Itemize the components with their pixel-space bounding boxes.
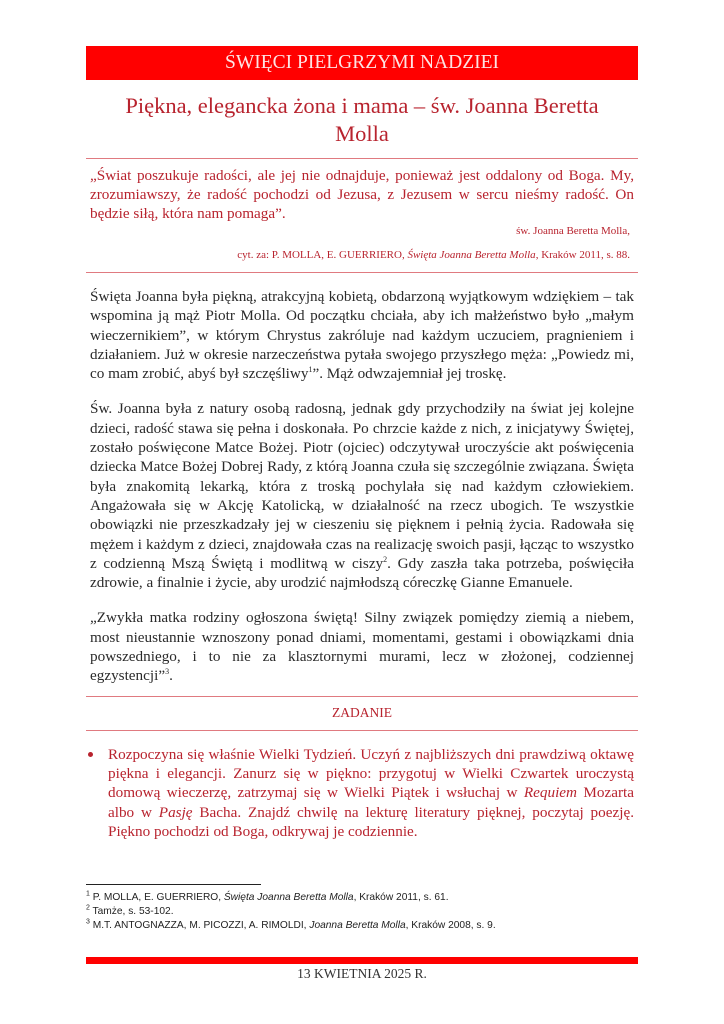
footnote-2 bbox=[86, 905, 638, 919]
footnote-number: 1 bbox=[86, 890, 90, 898]
body-paragraph-1 bbox=[86, 287, 638, 383]
body-paragraph-2 bbox=[86, 399, 638, 592]
task-text-italic: Requiem bbox=[523, 784, 578, 802]
footnote-1 bbox=[86, 891, 638, 905]
task-header: ZADANIE bbox=[332, 704, 392, 720]
paragraph-text: . Gdy zaszła taka potrzeba, poświęciła zdrowie, a finalnie i życie, aby urodzić najmłodszą córeczkę Gianne Emanuele. bbox=[90, 554, 634, 592]
quote-source bbox=[90, 249, 634, 272]
paragraph-text: Św. Joanna była z natury osobą radosną, jednak gdy przychodziły na świat jej kolejne dzieci, radość stawa się pełna i doskonała. Po chrzcie każde z nich, z inicjatywy Świętej, zostało poświęcone Matce Bożej. Piotr (ojciec) odczytywał uroczyście akt poświęcenia dziecka Matce Bożej Dobrej Rady, z którą Joanna czuła się szczególnie związana. Święta była znakomitą lekarką, która z troską pochylała się nad każdym człowiekiem. Angażowała się w Akcję Katolicką, w działalność na rzecz ubogich. Te wszystkie obowiązki nie przeszkadzały jej w cieszeniu się pięknem i pełnią życia. Radowała się mężem i każdym z dzieci, znajdowała czas na realizację swoich pasji, łącząc to wszystko z codzienną Mszą Świętą i modlitwą w ciszy bbox=[90, 400, 634, 572]
divider bbox=[86, 730, 638, 731]
task-item bbox=[86, 745, 638, 841]
footnote-number: 2 bbox=[86, 904, 90, 912]
task-text-italic: Pasję bbox=[158, 803, 193, 821]
footnote-ref-3[interactable]: 3 bbox=[165, 667, 170, 677]
paragraph-text: ”. Mąż odwzajemniał jej troskę. bbox=[312, 365, 507, 383]
paragraph-text: Święta Joanna była piękną, atrakcyjną kobietą, obdarzoną wyjątkowym wdziękiem – tak wspomina ją mąż Piotr Molla. Od początku chciała, aby ich małżeństwo było „małym wieczernikiem”, w którym Chrystus zakróluje nad każdym uczuciem, pragnieniem i działaniem. Już w okresie narzeczeństwa pytała swojego przyszłego męża: „Powiedz mi, co mam zrobić, abyś był szczęśliwy bbox=[90, 288, 634, 383]
footnote-text: Tamże, s. 53-102. bbox=[89, 906, 174, 917]
task-list bbox=[86, 745, 638, 841]
footnote-divider bbox=[86, 884, 261, 885]
paragraph-text: „Zwykła matka rodziny ogłoszona świętą! Silny związek pomiędzy ziemią a niebem, most nieustannie wznoszony ponad dniami, momentami, gestami i obowiązkami dnia powszedniego, i to nie za klasztornymi murami, lecz w złożonej, codziennej egzystencji” bbox=[90, 609, 634, 685]
document-page bbox=[86, 46, 638, 841]
quote-author: św. Joanna Beretta Molla, bbox=[516, 225, 630, 237]
quote-text: „Świat poszukuje radości, ale jej nie odnajduje, ponieważ jest oddalony od Boga. My, zrozumiawszy, że radość pochodzi od Jezusa, z Jezusem w sercu nieśmy radość. On będzie siłą, która nam pomaga”. bbox=[90, 167, 634, 222]
footnote-3 bbox=[86, 919, 638, 933]
footer-bar bbox=[86, 957, 638, 964]
quote-source-suffix: , Kraków 2011, s. 88. bbox=[535, 249, 630, 261]
page-title: Piękna, elegancka żona i mama – św. Joanna Beretta Molla bbox=[125, 93, 599, 146]
quote-source-title: Święta Joanna Beretta Molla bbox=[407, 249, 536, 261]
footnote-text: M.T. ANTOGNAZZA, M. PICOZZI, A. RIMOLDI, bbox=[89, 920, 310, 931]
footnote-title: Joanna Beretta Molla bbox=[309, 920, 406, 931]
series-title: ŚWIĘCI PIELGRZYMI NADZIEI bbox=[224, 52, 500, 73]
footnote-text: , Kraków 2011, s. 61. bbox=[353, 892, 449, 903]
task-text: Bacha. Znajdź chwilę na lekturę literatury pięknej, poczytaj poezję. Piękno pochodzi od Boga, odkrywaj je codziennie. bbox=[108, 803, 634, 840]
task-text: Rozpoczyna się właśnie Wielki Tydzień. Uczyń z najbliższych dni prawdziwą oktawę piękna i elegancji. Zanurz się w piękno: przygotuj w Wielki Czwartek uroczystą domową wieczerzę, zatrzymaj się w Wielki Piątek i wsłuchaj w bbox=[108, 745, 634, 802]
bullet-icon bbox=[88, 752, 93, 757]
paragraph-text: . bbox=[169, 667, 173, 685]
footnote-ref-1[interactable]: 1 bbox=[308, 365, 313, 375]
body-paragraph-3 bbox=[86, 608, 638, 685]
footnote-ref-2[interactable]: 2 bbox=[383, 554, 388, 564]
footer-date: 13 KWIETNIA 2025 R. bbox=[297, 966, 427, 981]
footnote-text: , Kraków 2008, s. 9. bbox=[405, 920, 496, 931]
series-banner bbox=[86, 46, 638, 80]
footnote-number: 3 bbox=[86, 918, 90, 926]
footnotes bbox=[86, 884, 638, 933]
quote-source-prefix: cyt. za: P. MOLLA, E. GUERRIERO, bbox=[237, 249, 408, 261]
footnote-text: P. MOLLA, E. GUERRIERO, bbox=[89, 892, 224, 903]
task-text: Mozarta albo w bbox=[108, 784, 634, 821]
footnote-title: Święta Joanna Beretta Molla bbox=[223, 892, 354, 903]
divider bbox=[86, 272, 638, 273]
epigraph-quote bbox=[86, 159, 638, 272]
